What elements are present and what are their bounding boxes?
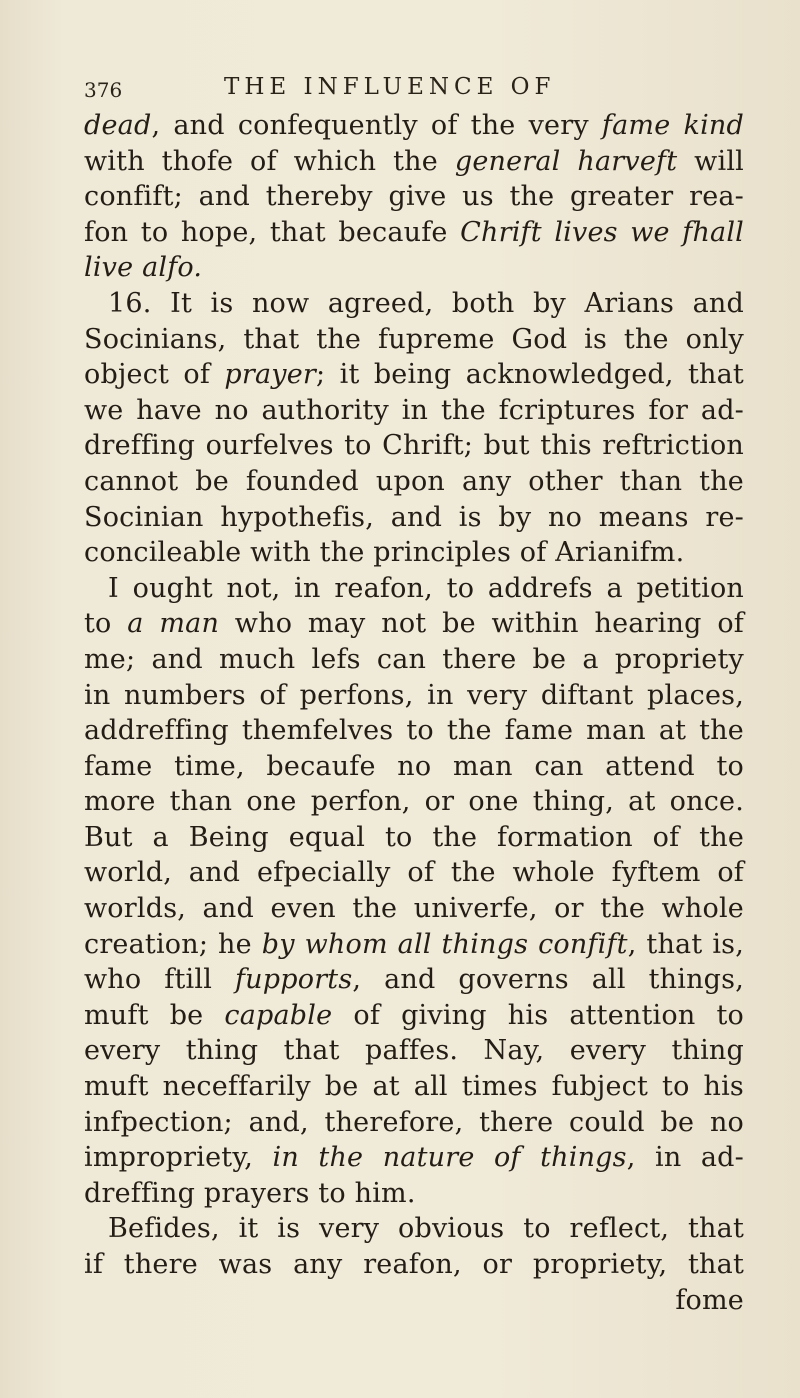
text-span: dreffing ourfelves to Chrift; but this reftriction [84,430,744,462]
text-span: Befides, it is very obvious to reflect, that [108,1213,744,1245]
text-line [84,1247,744,1283]
italic-text: by whom all things confift [261,928,628,960]
text-line [84,1176,744,1212]
text-span: cannot be founded upon any other than the [84,465,744,497]
text-span: more than one perfon, or one thing, at once. [84,786,744,818]
text-line [84,1069,744,1105]
text-line [84,1105,744,1141]
text-span: of giving his attention to [332,999,744,1031]
text-span: fame time, becaufe no man can attend to [84,750,744,782]
text-line [84,322,744,358]
text-line [84,820,744,856]
text-line [84,144,744,180]
text-span: ; it being acknowledged, that [316,359,744,391]
text-line [84,891,744,927]
italic-text: prayer [224,359,316,391]
text-span: fome [675,1284,744,1316]
text-line [84,784,744,820]
text-line [84,428,744,464]
catchword [84,1283,744,1319]
text-line [84,678,744,714]
text-line [84,357,744,393]
text-span: every thing that paffes. Nay, every thing [84,1035,744,1067]
text-span: to [84,608,128,640]
page-header [84,74,704,108]
text-span: worlds, and even the univerfe, or the whole [84,893,744,925]
text-span: with thofe of which the [84,145,455,177]
text-span: who may not be within hearing of [219,608,744,640]
text-span: addreffing themfelves to the fame man at the [84,715,744,747]
text-span: , and confequently of the very [151,110,602,141]
text-span: in numbers of perfons, in very diftant places, [84,679,744,711]
text-line [84,1211,744,1247]
text-line [84,749,744,785]
text-span: who ftill [84,964,235,996]
italic-text: dead [84,110,152,141]
text-line [84,642,744,678]
italic-text: in the nature of things [272,1142,627,1174]
italic-text: capable [224,999,333,1031]
text-line [84,179,744,215]
text-span: me; and much lefs can there be a propriety [84,643,744,675]
italic-text: general harveft [454,145,678,177]
text-line [84,962,744,998]
text-line [84,464,744,500]
text-span: object of [84,359,225,391]
text-span: muft neceffarily be at all times fubject to his [84,1071,744,1103]
text-line [84,215,744,251]
text-line [84,535,744,571]
text-span: we have no authority in the fcriptures for ad- [84,394,744,426]
text-span: impropriety, [84,1142,273,1174]
italic-text: Chrift lives we fhall [460,216,744,248]
text-span: 16. It is now agreed, both by Arians and [108,287,744,319]
text-line [84,855,744,891]
text-line [84,571,744,607]
text-span: muft be [84,999,225,1031]
text-span: confift; and thereby give us the greater rea- [84,181,744,213]
text-line [84,713,744,749]
running-head: THE INFLUENCE OF [224,74,556,100]
text-span: concileable with the principles of Arianifm. [84,537,685,569]
italic-text: a man [127,608,220,640]
text-span: world, and efpecially of the whole fyftem of [84,857,744,889]
text-line [84,998,744,1034]
page-number: 376 [84,78,123,102]
text-span: But a Being equal to the formation of the [84,821,744,853]
text-span: dreffing prayers to him. [84,1177,416,1209]
text-line [84,393,744,429]
text-span: , that is, [627,928,744,960]
text-span: infpection; and, therefore, there could be no [84,1106,744,1138]
text-span: , and governs all things, [352,964,744,996]
text-span: Socinian hypothefis, and is by no means re- [84,501,744,533]
text-span: , in ad- [626,1142,744,1174]
text-line [84,108,744,144]
italic-text: fupports [234,964,353,996]
text-span: fon to hope, that becaufe [84,216,461,248]
text-span: will [677,145,744,177]
text-line [84,1033,744,1069]
text-line [84,250,744,286]
text-span: Socinians, that the fupreme God is the only [84,323,744,355]
italic-text: live alfo. [84,252,203,284]
text-line [84,1140,744,1176]
italic-text: fame kind [601,110,744,141]
text-line [84,606,744,642]
text-line [84,286,744,322]
body-text [84,108,744,1318]
text-span: if there was any reafon, or propriety, that [84,1249,744,1280]
text-span: creation; he [84,928,262,960]
text-line [84,927,744,963]
text-span: I ought not, in reafon, to addrefs a petition [108,572,744,604]
text-line [84,500,744,536]
